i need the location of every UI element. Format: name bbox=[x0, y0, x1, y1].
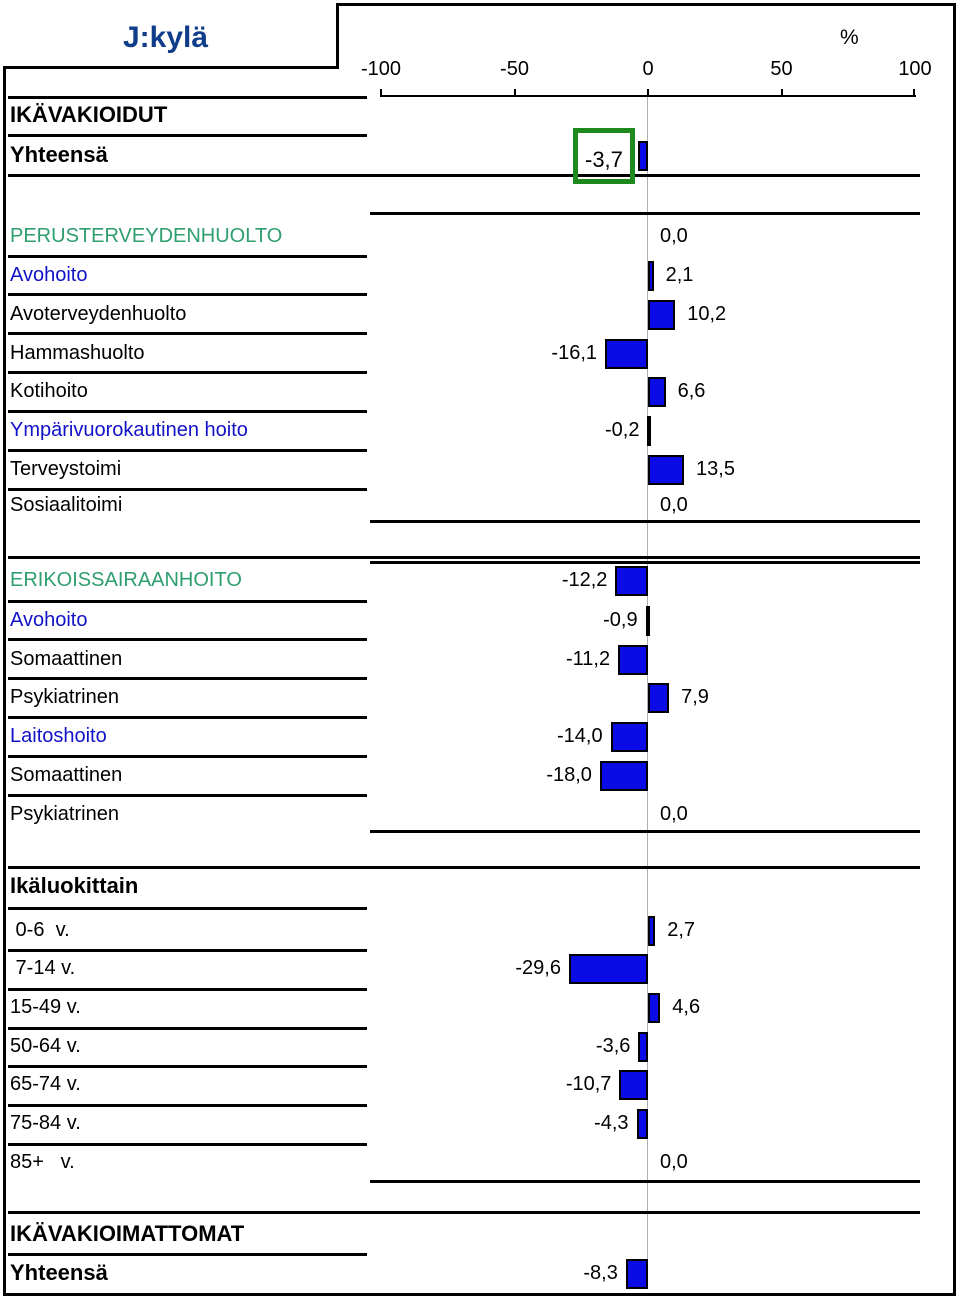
x-tick-label: -50 bbox=[500, 58, 529, 80]
row-separator bbox=[370, 520, 920, 523]
row-separator bbox=[8, 907, 367, 910]
value-label: -16,1 bbox=[551, 342, 597, 364]
x-tick-mark bbox=[647, 89, 649, 97]
bar bbox=[600, 761, 648, 791]
row-separator bbox=[8, 638, 367, 641]
row-label: 85+ v. bbox=[10, 1151, 75, 1173]
row-separator bbox=[370, 561, 920, 564]
bar bbox=[648, 683, 669, 713]
row-separator bbox=[8, 371, 367, 374]
bar bbox=[638, 1032, 648, 1062]
row-label: Ympärivuorokautinen hoito bbox=[10, 419, 248, 441]
value-label: 7,9 bbox=[681, 686, 709, 708]
row-separator bbox=[8, 1143, 367, 1146]
row-separator bbox=[8, 677, 367, 680]
value-label: -0,9 bbox=[603, 609, 638, 631]
value-label: 2,1 bbox=[665, 264, 694, 286]
highlight-box bbox=[573, 128, 635, 184]
x-tick-mark bbox=[380, 89, 382, 97]
value-label: -29,6 bbox=[515, 957, 561, 979]
row-separator bbox=[8, 96, 367, 99]
value-label: -10,7 bbox=[565, 1073, 612, 1095]
x-tick-label: 0 bbox=[642, 58, 654, 80]
value-label: 2,7 bbox=[667, 919, 696, 941]
row-label: Somaattinen bbox=[10, 648, 123, 670]
row-separator bbox=[8, 866, 920, 869]
row-label: Sosiaalitoimi bbox=[10, 494, 123, 516]
row-label: Terveystoimi bbox=[10, 458, 122, 480]
row-label: Avoterveydenhuolto bbox=[10, 303, 187, 325]
row-separator bbox=[8, 488, 367, 491]
value-label: 6,6 bbox=[677, 380, 706, 402]
row-separator bbox=[8, 174, 920, 177]
bar bbox=[605, 339, 648, 369]
value-label: 0,0 bbox=[660, 1151, 688, 1173]
row-separator bbox=[8, 332, 367, 335]
row-separator bbox=[370, 212, 920, 215]
title-box bbox=[3, 3, 339, 69]
row-label: 0-6 v. bbox=[10, 919, 70, 941]
row-separator bbox=[8, 293, 367, 296]
x-tick-label: 100 bbox=[898, 58, 932, 80]
bar bbox=[647, 416, 651, 446]
bar bbox=[618, 645, 648, 675]
row-label: IKÄVAKIOIDUT bbox=[10, 102, 168, 127]
row-label: Ikäluokittain bbox=[10, 873, 139, 898]
row-separator bbox=[8, 988, 367, 991]
row-label: Hammashuolto bbox=[10, 342, 145, 364]
row-label: Yhteensä bbox=[10, 142, 108, 167]
value-label: -18,0 bbox=[546, 764, 592, 786]
chart-frame bbox=[3, 3, 956, 1296]
bar bbox=[569, 954, 648, 984]
row-label: Laitoshoito bbox=[10, 725, 107, 747]
row-separator bbox=[8, 449, 367, 452]
row-label: PERUSTERVEYDENHUOLTO bbox=[10, 225, 283, 247]
row-separator bbox=[8, 255, 367, 258]
value-label: -0,2 bbox=[604, 419, 640, 441]
value-label: -12,2 bbox=[561, 569, 608, 591]
value-label: -3,6 bbox=[595, 1035, 631, 1057]
bar bbox=[638, 141, 648, 171]
value-label: 10,2 bbox=[687, 303, 727, 325]
row-separator bbox=[8, 716, 367, 719]
bar bbox=[619, 1070, 648, 1100]
highlight-value-label: -3,7 bbox=[585, 147, 623, 172]
value-label: -4,3 bbox=[594, 1112, 629, 1134]
bar bbox=[646, 606, 650, 636]
bar bbox=[648, 261, 654, 291]
row-separator bbox=[8, 1065, 367, 1068]
bar bbox=[611, 722, 648, 752]
x-tick-label: -100 bbox=[360, 58, 402, 80]
row-separator bbox=[8, 1104, 367, 1107]
bar bbox=[648, 455, 684, 485]
row-separator bbox=[8, 1211, 920, 1214]
value-label: -14,0 bbox=[557, 725, 603, 747]
row-separator bbox=[8, 410, 367, 413]
x-tick-label: 50 bbox=[770, 58, 793, 80]
value-label: 0,0 bbox=[660, 494, 688, 516]
bar bbox=[648, 916, 655, 946]
row-separator bbox=[370, 830, 920, 833]
row-label: 7-14 v. bbox=[10, 957, 76, 979]
row-separator bbox=[8, 949, 367, 952]
bar bbox=[626, 1259, 648, 1289]
row-label: IKÄVAKIOIMATTOMAT bbox=[10, 1221, 245, 1246]
value-label: 4,6 bbox=[672, 996, 701, 1018]
row-separator bbox=[370, 1180, 920, 1183]
row-label: Avohoito bbox=[10, 264, 88, 286]
x-tick-mark bbox=[781, 89, 783, 97]
row-label: Somaattinen bbox=[10, 764, 123, 786]
bar bbox=[648, 300, 675, 330]
row-label: 65-74 v. bbox=[10, 1073, 81, 1095]
chart-title: J:kylä bbox=[123, 21, 209, 54]
row-separator bbox=[8, 556, 920, 559]
row-label: 50-64 v. bbox=[10, 1035, 81, 1057]
row-separator bbox=[8, 134, 367, 137]
row-separator bbox=[8, 1027, 367, 1030]
value-label: -8,3 bbox=[583, 1262, 618, 1284]
row-label: ERIKOISSAIRAANHOITO bbox=[10, 569, 242, 591]
x-tick-mark bbox=[913, 89, 915, 97]
row-separator bbox=[8, 1253, 367, 1256]
row-separator bbox=[8, 794, 367, 797]
value-label: 0,0 bbox=[660, 803, 688, 825]
row-label: 15-49 v. bbox=[10, 996, 81, 1018]
value-label: 13,5 bbox=[696, 458, 735, 480]
row-label: Kotihoito bbox=[10, 380, 88, 402]
unit-label: % bbox=[840, 26, 859, 49]
row-label: Psykiatrinen bbox=[10, 686, 119, 708]
row-label: Yhteensä bbox=[10, 1260, 108, 1285]
row-separator bbox=[8, 600, 367, 603]
x-tick-mark bbox=[514, 89, 516, 97]
value-label: 0,0 bbox=[660, 225, 688, 247]
bar bbox=[648, 377, 666, 407]
row-separator bbox=[8, 755, 367, 758]
bar bbox=[615, 566, 648, 596]
row-label: Avohoito bbox=[10, 609, 88, 631]
row-label: Psykiatrinen bbox=[10, 803, 119, 825]
row-label: 75-84 v. bbox=[10, 1112, 81, 1134]
bar bbox=[648, 993, 660, 1023]
bar bbox=[637, 1109, 648, 1139]
value-label: -11,2 bbox=[565, 648, 611, 670]
